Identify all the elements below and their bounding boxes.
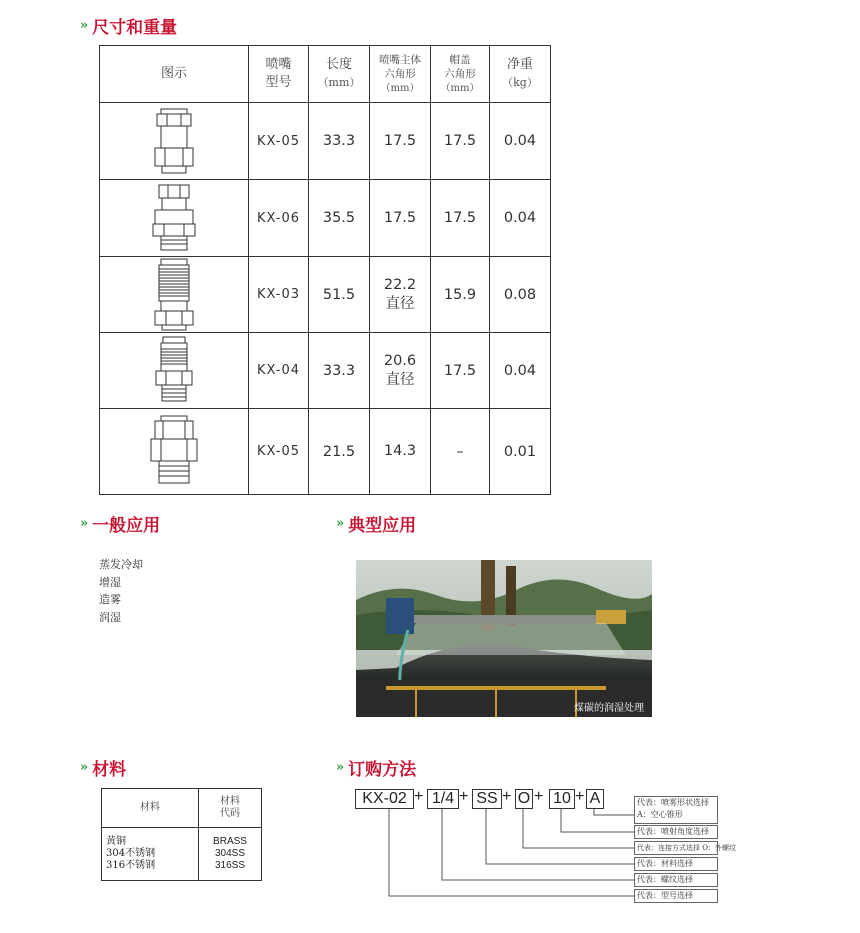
cell-weight: 0.08 bbox=[490, 257, 551, 333]
order-legend-material: 代表：材料选择 bbox=[634, 857, 718, 871]
cell-body-value: 22.2 bbox=[383, 276, 417, 293]
coal-wetting-photo bbox=[356, 560, 652, 717]
nozzle-kx06-drawing bbox=[149, 183, 199, 253]
material-header-code-line1: 材料 bbox=[220, 796, 240, 807]
material-code: BRASS bbox=[213, 836, 247, 847]
chevron-icon: » bbox=[80, 516, 87, 531]
cell-body-value: 14.3 bbox=[383, 443, 417, 459]
chevron-icon: » bbox=[336, 760, 343, 775]
order-legend-connection: 代表：连接方式选择 O：外螺纹 bbox=[634, 841, 718, 855]
order-part-pattern: A bbox=[586, 789, 604, 809]
cell-body bbox=[370, 180, 431, 257]
header-weight bbox=[490, 46, 551, 103]
cell-cap: – bbox=[431, 409, 490, 495]
nozzle-kx05b-drawing bbox=[147, 414, 201, 490]
header-body-line1: 喷嘴主体 bbox=[379, 53, 421, 66]
section-title-general-label: 一般应用 bbox=[92, 516, 161, 536]
cell-length: 21.5 bbox=[309, 409, 370, 495]
header-cap-line1: 帽盖 bbox=[449, 53, 471, 66]
spec-row bbox=[100, 180, 551, 257]
order-part-model: KX-02 bbox=[355, 789, 414, 809]
chevron-icon: » bbox=[80, 18, 87, 33]
header-weight-line1: 净重 bbox=[506, 57, 533, 72]
cell-cap: 17.5 bbox=[431, 180, 490, 257]
spec-row bbox=[100, 333, 551, 409]
order-part-thread: 1/4 bbox=[427, 789, 459, 809]
photo-illustration bbox=[356, 560, 652, 717]
chevron-icon: » bbox=[336, 516, 343, 531]
order-part-material: SS bbox=[472, 789, 502, 809]
material-names bbox=[102, 828, 199, 881]
cell-cap: 17.5 bbox=[431, 333, 490, 409]
section-title-typical bbox=[336, 511, 416, 536]
material-header-code bbox=[199, 789, 262, 828]
cell-body-note: 直径 bbox=[385, 371, 415, 388]
order-legend-thread: 代表：螺纹选择 bbox=[634, 873, 718, 887]
cell-weight: 0.04 bbox=[490, 103, 551, 180]
cell-body bbox=[370, 333, 431, 409]
cell-model: KX-05 bbox=[249, 103, 309, 180]
order-plus: + bbox=[459, 788, 469, 805]
header-length bbox=[309, 46, 370, 103]
order-part-angle: 10 bbox=[549, 789, 575, 809]
nozzle-drawing-cell bbox=[100, 103, 249, 180]
cell-length: 51.5 bbox=[309, 257, 370, 333]
spec-row bbox=[100, 409, 551, 495]
header-pic bbox=[100, 46, 249, 103]
cell-length: 33.3 bbox=[309, 333, 370, 409]
cell-cap: 17.5 bbox=[431, 103, 490, 180]
header-cap bbox=[431, 46, 490, 103]
header-body-unit: （mm） bbox=[380, 82, 420, 94]
header-weight-unit: （kg） bbox=[502, 76, 538, 89]
order-legend-pattern bbox=[634, 796, 718, 824]
order-legend-model: 代表：型号选择 bbox=[634, 889, 718, 903]
spec-row bbox=[100, 257, 551, 333]
nozzle-kx05-drawing bbox=[149, 107, 199, 175]
cell-body bbox=[370, 103, 431, 180]
order-plus: + bbox=[502, 788, 512, 805]
material-code: 316SS bbox=[214, 860, 246, 871]
material-code: 304SS bbox=[214, 848, 246, 859]
cell-model: KX-03 bbox=[249, 257, 309, 333]
section-title-typical-label: 典型应用 bbox=[348, 516, 417, 536]
section-title-dims-label: 尺寸和重量 bbox=[92, 18, 178, 38]
chevron-icon: » bbox=[80, 760, 87, 775]
cell-weight: 0.01 bbox=[490, 409, 551, 495]
section-title-general bbox=[80, 511, 160, 536]
cell-model: KX-06 bbox=[249, 180, 309, 257]
cell-model: KX-05 bbox=[249, 409, 309, 495]
cell-body-value: 20.6 bbox=[383, 352, 417, 369]
header-body-line2: 六角形 bbox=[384, 67, 416, 80]
cell-body-value: 17.5 bbox=[383, 132, 417, 149]
header-pic-label: 图示 bbox=[160, 66, 187, 81]
application-item: 润湿 bbox=[99, 610, 121, 624]
header-model bbox=[249, 46, 309, 103]
cell-weight: 0.04 bbox=[490, 180, 551, 257]
material-name: 304不锈钢 bbox=[106, 848, 156, 859]
applications-list bbox=[99, 556, 143, 626]
photo-caption: 煤碳的润湿处理 bbox=[574, 703, 644, 714]
section-title-dims bbox=[80, 13, 177, 38]
order-plus: + bbox=[534, 788, 544, 805]
order-plus: + bbox=[414, 788, 424, 805]
header-cap-line2: 六角形 bbox=[444, 67, 476, 80]
header-cap-unit: （mm） bbox=[440, 82, 480, 94]
cell-body-note: 直径 bbox=[385, 295, 415, 312]
cell-cap: 15.9 bbox=[431, 257, 490, 333]
cell-model: KX-04 bbox=[249, 333, 309, 409]
application-item: 蒸发冷却 bbox=[99, 558, 143, 571]
nozzle-kx03-drawing bbox=[149, 258, 199, 332]
order-part-connection: O bbox=[515, 789, 533, 809]
section-title-material bbox=[80, 755, 126, 780]
nozzle-drawing-cell bbox=[100, 257, 249, 333]
spec-row bbox=[100, 103, 551, 180]
application-item: 造雾 bbox=[99, 593, 121, 606]
cell-length: 35.5 bbox=[309, 180, 370, 257]
section-title-order bbox=[336, 755, 416, 780]
nozzle-drawing-cell bbox=[100, 333, 249, 409]
nozzle-drawing-cell bbox=[100, 180, 249, 257]
header-length-line1: 长度 bbox=[325, 57, 352, 72]
material-table bbox=[101, 788, 262, 881]
material-name: 黄铜 bbox=[106, 836, 126, 847]
legend-pattern-line1: 代表：喷雾形状选择 bbox=[637, 798, 709, 807]
application-item: 增湿 bbox=[99, 575, 121, 589]
spec-header-row bbox=[100, 46, 551, 103]
material-header-name: 材料 bbox=[102, 789, 199, 828]
nozzle-drawing-cell bbox=[100, 409, 249, 495]
spec-table bbox=[99, 45, 551, 495]
section-title-order-label: 订购方法 bbox=[348, 760, 417, 780]
header-model-line2: 型号 bbox=[265, 75, 292, 90]
header-model-line1: 喷嘴 bbox=[265, 57, 292, 72]
order-plus: + bbox=[575, 788, 585, 805]
cell-length: 33.3 bbox=[309, 103, 370, 180]
order-legend-angle: 代表：喷射角度选择 bbox=[634, 825, 718, 839]
material-codes bbox=[199, 828, 262, 881]
cell-body-value: 17.5 bbox=[383, 209, 417, 226]
cell-body bbox=[370, 409, 431, 495]
header-length-unit: （mm） bbox=[317, 76, 361, 89]
cell-weight: 0.04 bbox=[490, 333, 551, 409]
legend-pattern-line2: A：空心锥形 bbox=[637, 810, 683, 819]
material-name: 316不锈钢 bbox=[106, 860, 156, 871]
cell-body bbox=[370, 257, 431, 333]
nozzle-kx04-drawing bbox=[149, 336, 199, 406]
section-title-material-label: 材料 bbox=[92, 760, 127, 780]
material-header-code-line2: 代码 bbox=[220, 808, 240, 819]
header-body bbox=[370, 46, 431, 103]
